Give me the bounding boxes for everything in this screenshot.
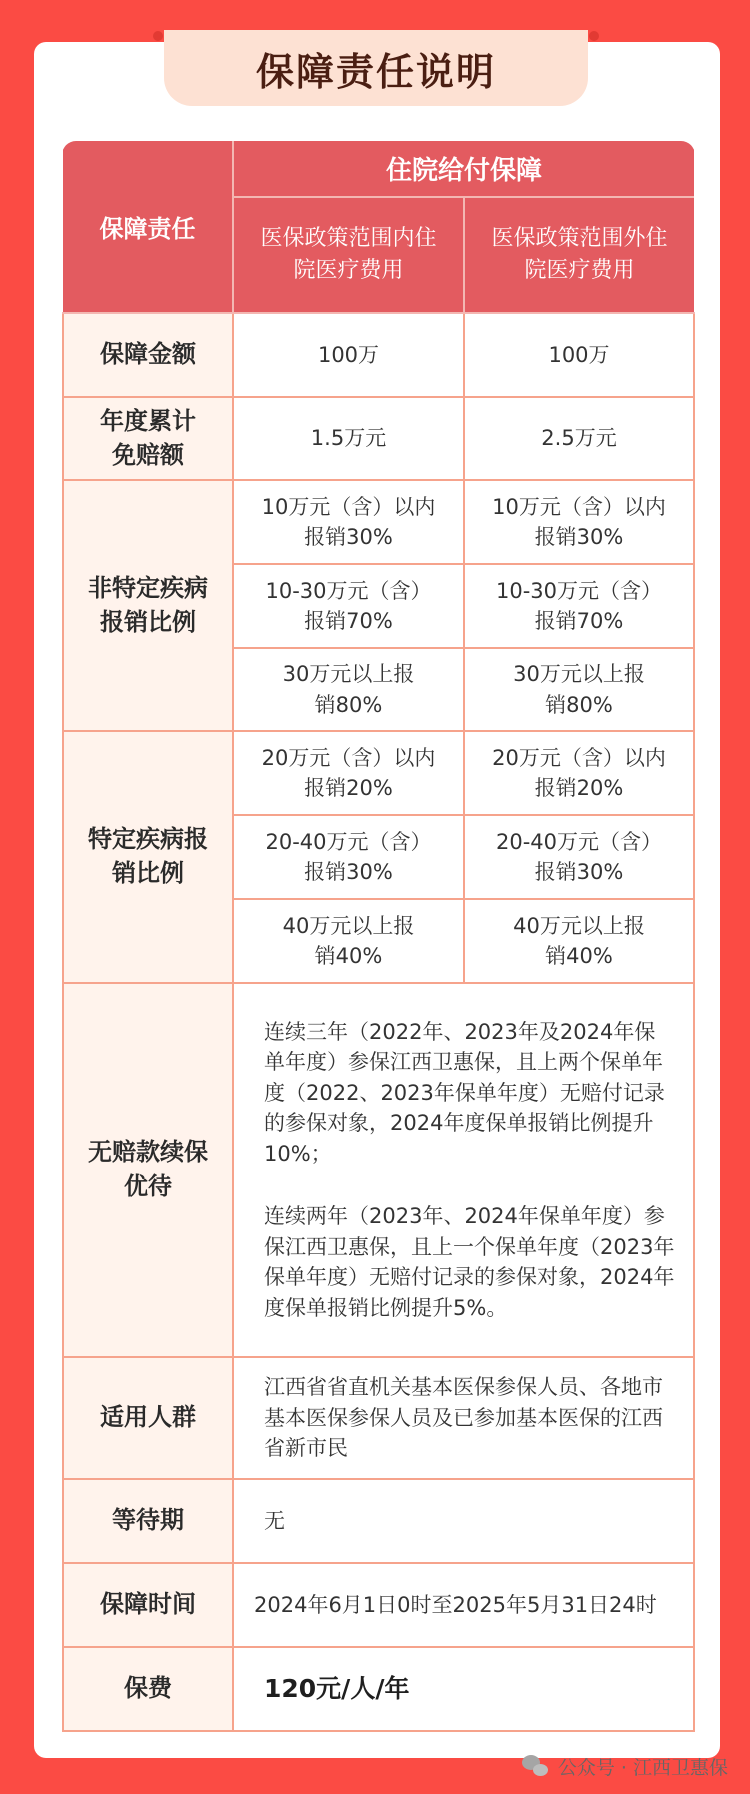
header-in-policy bbox=[233, 197, 464, 313]
row-label-deductible-text: 年度累计免赔额 bbox=[100, 406, 196, 469]
table-row-non-specific-1 bbox=[63, 480, 694, 564]
deductible-out: 2.5万元 bbox=[464, 397, 694, 480]
specific-tier2-in bbox=[233, 815, 464, 899]
row-label-no-claim bbox=[63, 983, 233, 1357]
period-text: 2024年6月1日0时至2025年5月31日24时 bbox=[233, 1563, 694, 1647]
row-label-eligible: 适用人群 bbox=[63, 1357, 233, 1479]
deductible-in: 1.5万元 bbox=[233, 397, 464, 480]
premium-text: 120元/人/年 bbox=[233, 1647, 694, 1731]
coverage-table bbox=[62, 141, 695, 1732]
row-label-non-specific bbox=[63, 480, 233, 731]
header-coverage-label: 保障责任 bbox=[63, 141, 233, 313]
specific-tier1-in-text: 20万元（含）以内报销20% bbox=[261, 745, 436, 800]
table-row-eligible bbox=[63, 1357, 694, 1479]
header-out-policy bbox=[464, 197, 694, 313]
specific-tier1-in bbox=[233, 731, 464, 815]
no-claim-para-2: 连续两年（2023年、2024年保单年度）参保江西卫惠保，且上一个保单年度（2023年保单年度）无赔付记录的参保对象，2024年度保单报销比例提升5%。 bbox=[264, 1204, 675, 1320]
row-label-no-claim-text: 无赔款续保优待 bbox=[88, 1138, 208, 1200]
wechat-icon bbox=[522, 1754, 550, 1778]
non-specific-tier3-in-text: 30万元以上报销80% bbox=[282, 662, 415, 717]
no-claim-text bbox=[233, 983, 694, 1357]
row-label-premium: 保费 bbox=[63, 1647, 233, 1731]
table-row-waiting bbox=[63, 1479, 694, 1563]
row-label-amount: 保障金额 bbox=[63, 313, 233, 397]
table-row-specific-1 bbox=[63, 731, 694, 815]
specific-tier3-out-text: 40万元以上报销40% bbox=[513, 913, 645, 968]
watermark bbox=[522, 1750, 728, 1782]
eligible-text: 江西省省直机关基本医保参保人员、各地市基本医保参保人员及已参加基本医保的江西省新市民 bbox=[233, 1357, 694, 1479]
row-label-deductible bbox=[63, 397, 233, 480]
row-label-non-specific-text: 非特定疾病报销比例 bbox=[88, 573, 208, 636]
page-title: 保障责任说明 bbox=[164, 30, 588, 106]
row-label-period: 保障时间 bbox=[63, 1563, 233, 1647]
table-row-period bbox=[63, 1563, 694, 1647]
non-specific-tier3-out-text: 30万元以上报销80% bbox=[513, 662, 645, 717]
specific-tier1-out-text: 20万元（含）以内报销20% bbox=[492, 745, 666, 800]
non-specific-tier1-in bbox=[233, 480, 464, 564]
specific-tier3-out bbox=[464, 899, 694, 983]
waiting-text: 无 bbox=[233, 1479, 694, 1563]
header-in-policy-text: 医保政策范围内住院医疗费用 bbox=[260, 226, 437, 283]
amount-in: 100万 bbox=[233, 313, 464, 397]
header-out-policy-text: 医保政策范围外住院医疗费用 bbox=[491, 226, 668, 283]
watermark-text: 公众号 · 江西卫惠保 bbox=[557, 1756, 728, 1779]
amount-out: 100万 bbox=[464, 313, 694, 397]
specific-tier2-in-text: 20-40万元（含）报销30% bbox=[265, 829, 432, 884]
non-specific-tier1-out bbox=[464, 480, 694, 564]
row-label-specific-text: 特定疾病报销比例 bbox=[88, 825, 208, 887]
row-label-specific bbox=[63, 731, 233, 983]
tab-dot-right bbox=[589, 31, 599, 41]
specific-tier2-out bbox=[464, 815, 694, 899]
table-row-deductible bbox=[63, 397, 694, 480]
specific-tier2-out-text: 20-40万元（含）报销30% bbox=[495, 829, 663, 884]
non-specific-tier2-in bbox=[233, 564, 464, 648]
non-specific-tier1-out-text: 10万元（含）以内报销30% bbox=[492, 494, 666, 549]
non-specific-tier1-in-text: 10万元（含）以内报销30% bbox=[261, 494, 436, 549]
non-specific-tier2-out bbox=[464, 564, 694, 648]
specific-tier3-in-text: 40万元以上报销40% bbox=[282, 913, 415, 968]
non-specific-tier3-out bbox=[464, 648, 694, 731]
table-row-no-claim bbox=[63, 983, 694, 1357]
specific-tier1-out bbox=[464, 731, 694, 815]
header-group-inpatient: 住院给付保障 bbox=[233, 141, 694, 197]
non-specific-tier2-in-text: 10-30万元（含）报销70% bbox=[265, 578, 432, 633]
table-row-amount bbox=[63, 313, 694, 397]
non-specific-tier2-out-text: 10-30万元（含）报销70% bbox=[495, 578, 663, 633]
tab-dot-left bbox=[153, 31, 163, 41]
no-claim-para-1: 连续三年（2022年、2023年及2024年保单年度）参保江西卫惠保，且上两个保单年度（2022、2023年保单年度）无赔付记录的参保对象，2024年度保单报销比例提升10%； bbox=[264, 1020, 665, 1166]
non-specific-tier3-in bbox=[233, 648, 464, 731]
specific-tier3-in bbox=[233, 899, 464, 983]
table-row-premium bbox=[63, 1647, 694, 1731]
row-label-waiting: 等待期 bbox=[63, 1479, 233, 1563]
